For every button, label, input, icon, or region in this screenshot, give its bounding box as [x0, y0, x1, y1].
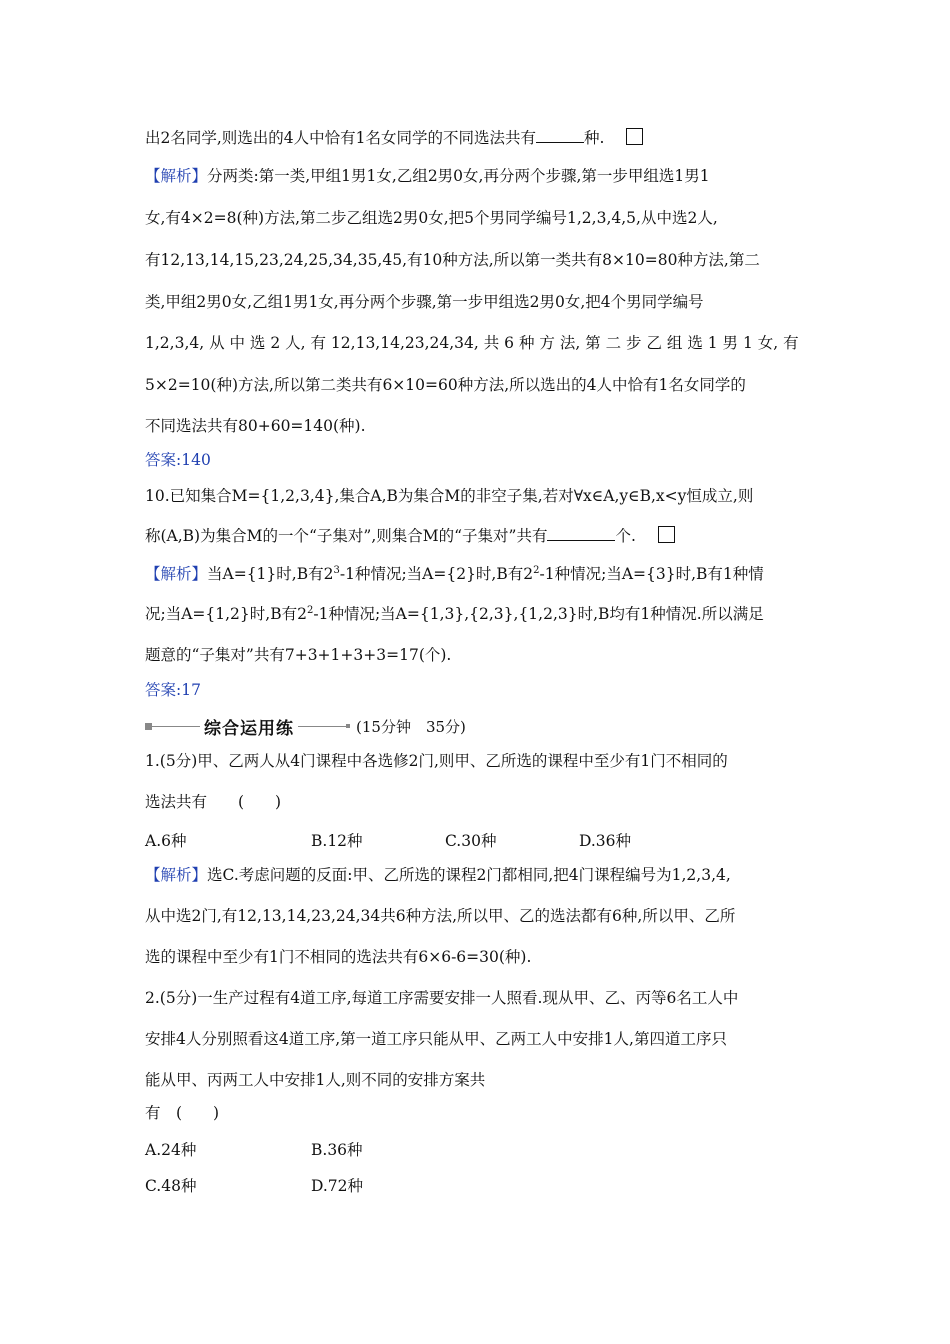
p2-option-d[interactable]: D.72种 [311, 1177, 364, 1195]
section-bullet [145, 723, 152, 730]
section-bullet-end [346, 724, 350, 728]
section-rule-left [152, 726, 200, 727]
p2-option-c[interactable]: C.48种 [145, 1177, 197, 1195]
q9-analysis-line-1 [145, 166, 710, 186]
section-header [145, 715, 466, 737]
p1-analysis-line-1 [145, 865, 731, 885]
p1-question-line-2: 选法共有 ( ) [145, 793, 282, 811]
p2-question-line-2: 安排4人分别照看这4道工序,第一道工序只能从甲、乙两工人中安排1人,第四道工序只 [145, 1030, 727, 1048]
q10-analysis-text: 当A={1}时,B有2 [207, 565, 334, 583]
q10-analysis-line-3: 题意的“子集对”共有7+3+1+3+3=17(个). [145, 646, 452, 664]
q9-analysis-line-5: 1,2,3,4, 从 中 选 2 人, 有 12,13,14,23,24,34, 共 6 种 方 法, 第 二 步 乙 组 选 1 男 1 女, 有 [145, 334, 799, 352]
superscript: 3 [333, 565, 340, 576]
q10-question-line-1: 10.已知集合M={1,2,3,4},集合A,B为集合M的非空子集,若对∀x∈A,y∈B,x<y恒成立,则 [145, 487, 754, 505]
p1-option-c[interactable]: C.30种 [445, 832, 497, 850]
p1-analysis-line-3: 选的课程中至少有1门不相同的选法共有6×6-6=30(种). [145, 948, 532, 966]
q9-checkbox[interactable] [626, 128, 643, 145]
p2-question-line-3: 能从甲、丙两工人中安排1人,则不同的安排方案共 [145, 1071, 486, 1089]
q9-answer: 答案:140 [145, 451, 211, 469]
superscript: 2 [533, 565, 540, 576]
q10-checkbox[interactable] [658, 526, 675, 543]
p1-analysis-line-2: 从中选2门,有12,13,14,23,24,34共6种方法,所以甲、乙的选法都有6种,所以甲、乙所 [145, 907, 736, 925]
p2-option-b[interactable]: B.36种 [311, 1141, 363, 1159]
section-time-score: (15分钟 35分) [356, 717, 466, 736]
q10-answer-blank[interactable] [547, 526, 615, 541]
q10-answer: 答案:17 [145, 681, 201, 699]
p1-option-b[interactable]: B.12种 [311, 832, 363, 850]
analysis-tag: 【解析】 [145, 167, 208, 185]
q9-answer-blank[interactable] [536, 128, 584, 143]
q9-analysis-text: 分两类:第一类,甲组1男1女,乙组2男0女,再分两个步骤,第一步甲组选1男1 [207, 167, 710, 185]
q10-analysis-text: 况;当A={1,2}时,B有2 [145, 605, 307, 623]
q10-question-text: 称(A,B)为集合M的一个“子集对”,则集合M的“子集对”共有 [145, 527, 548, 545]
q9-analysis-line-4: 类,甲组2男0女,乙组1男1女,再分两个步骤,第一步甲组选2男0女,把4个男同学编号 [145, 293, 704, 311]
q9-question-text: 出2名同学,则选出的4人中恰有1名女同学的不同选法共有 [145, 129, 537, 147]
q9-analysis-line-7: 不同选法共有80+60=140(种). [145, 417, 366, 435]
q9-question-line [145, 128, 643, 148]
q10-question-tail: 个. [615, 527, 636, 545]
q9-question-tail: 种. [584, 129, 605, 147]
p2-question-line-4: 有 ( ) [145, 1104, 220, 1122]
p2-question-line-1: 2.(5分)一生产过程有4道工序,每道工序需要安排一人照看.现从甲、乙、丙等6名工人中 [145, 989, 739, 1007]
superscript: 2 [306, 605, 314, 616]
q10-analysis-text: -1种情况;当A={2}时,B有2 [339, 565, 534, 583]
q9-analysis-line-6: 5×2=10(种)方法,所以第二类共有6×10=60种方法,所以选出的4人中恰有1名女同学的 [145, 376, 746, 394]
p1-analysis-text: 选C.考虑问题的反面:甲、乙所选的课程2门都相同,把4门课程编号为1,2,3,4, [207, 866, 731, 884]
p2-option-a[interactable]: A.24种 [145, 1141, 197, 1159]
p1-option-d[interactable]: D.36种 [579, 832, 632, 850]
section-title: 综合运用练 [204, 718, 294, 739]
p1-question-line-1: 1.(5分)甲、乙两人从4门课程中各选修2门,则甲、乙所选的课程中至少有1门不相同的 [145, 752, 728, 770]
q10-analysis-text: -1种情况;当A={1,3},{2,3},{1,2,3}时,B均有1种情况.所以满足 [313, 605, 764, 623]
q10-analysis-line-2 [145, 604, 764, 624]
q9-analysis-line-2: 女,有4×2=8(种)方法,第二步乙组选2男0女,把5个男同学编号1,2,3,4,5,从中选2人, [145, 209, 718, 227]
analysis-tag: 【解析】 [145, 866, 208, 884]
q10-analysis-text: -1种情况;当A={3}时,B有1种情 [539, 565, 764, 583]
q9-analysis-line-3: 有12,13,14,15,23,24,25,34,35,45,有10种方法,所以第一类共有8×10=80种方法,第二 [145, 251, 760, 269]
section-rule-right [298, 726, 346, 727]
p1-option-a[interactable]: A.6种 [145, 832, 187, 850]
q10-analysis-line-1 [145, 564, 764, 584]
analysis-tag: 【解析】 [145, 565, 208, 583]
q10-question-line-2 [145, 526, 675, 546]
